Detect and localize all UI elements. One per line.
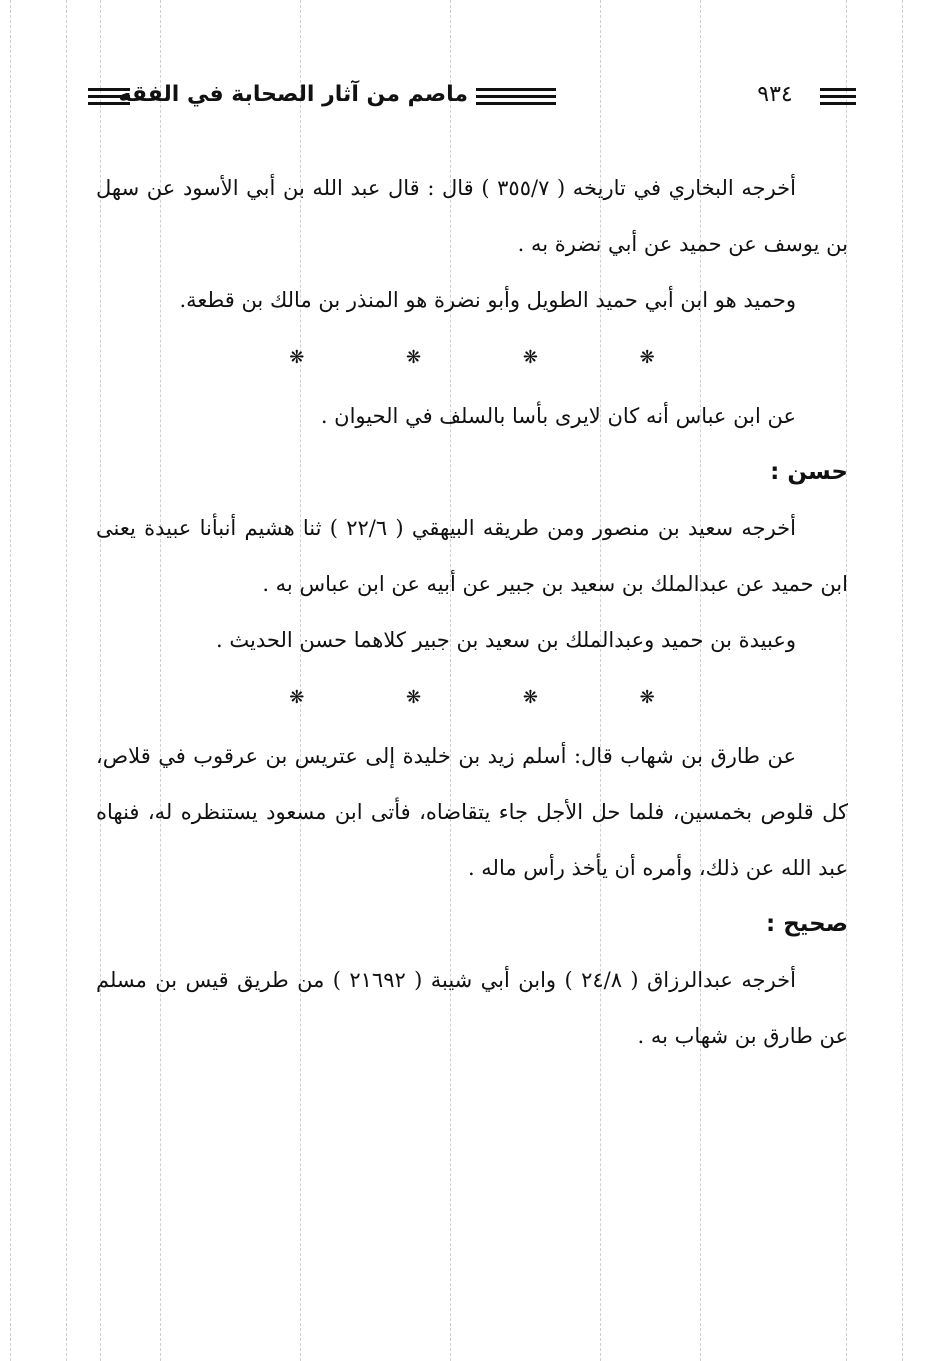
paragraph: عن ابن عباس أنه كان لايرى بأسا بالسلف في الحيوان . — [320, 404, 796, 428]
paragraph: وعبيدة بن حميد وعبدالملك بن سعيد بن جبير كلاهما حسن الحديث . — [216, 628, 796, 652]
grade-heading: صحيح : — [766, 911, 848, 937]
header-rule-right — [820, 88, 856, 110]
scan-guide-line — [66, 0, 67, 1361]
running-title: ماصم من آثار الصحابة في الفقه — [118, 82, 468, 107]
paragraph: أخرجه عبدالرزاق ( ٢٤/٨ ) وابن أبي شيبة ( ٢١٦٩٢ ) من طريق قيس بن مسلم عن طارق بن شهاب به . — [96, 968, 848, 1048]
paragraph: عن طارق بن شهاب قال: أسلم زيد بن خليدة إلى عتريس بن عرقوب في قلاص، كل قلوص بخمسين، فلما حل الأجل جاء يتقاضاه، فأتى ابن مسعود يستنظره له، فنهاه عبد الله عن ذلك، وأمره أن يأخذ رأس ماله . — [96, 744, 848, 880]
paragraph: أخرجه سعيد بن منصور ومن طريقه البيهقي ( ٢٢/٦ ) ثنا هشيم أنبأنا عبيدة يعنى ابن حميد عن عبدالملك بن سعيد بن جبير عن أبيه عن ابن عباس به . — [96, 516, 848, 596]
scan-guide-line — [902, 0, 903, 1361]
paragraph: أخرجه البخاري في تاريخه ( ٣٥٥/٧ ) قال : قال عبد الله بن أبي الأسود عن سهل بن يوسف عن حميد عن أبي نضرة به . — [96, 176, 848, 256]
scan-guide-line — [10, 0, 11, 1361]
paragraph: وحميد هو ابن أبي حميد الطويل وأبو نضرة هو المنذر بن مالك بن قطعة. — [179, 288, 796, 312]
page-body — [96, 160, 848, 1064]
section-separator: ❋ ❋ ❋ ❋ — [289, 687, 703, 708]
page-header — [88, 80, 856, 124]
page-number: ٩٣٤ — [757, 82, 793, 107]
header-rule-middle — [476, 88, 556, 110]
section-separator: ❋ ❋ ❋ ❋ — [289, 347, 703, 368]
grade-heading: حسن : — [770, 459, 848, 485]
